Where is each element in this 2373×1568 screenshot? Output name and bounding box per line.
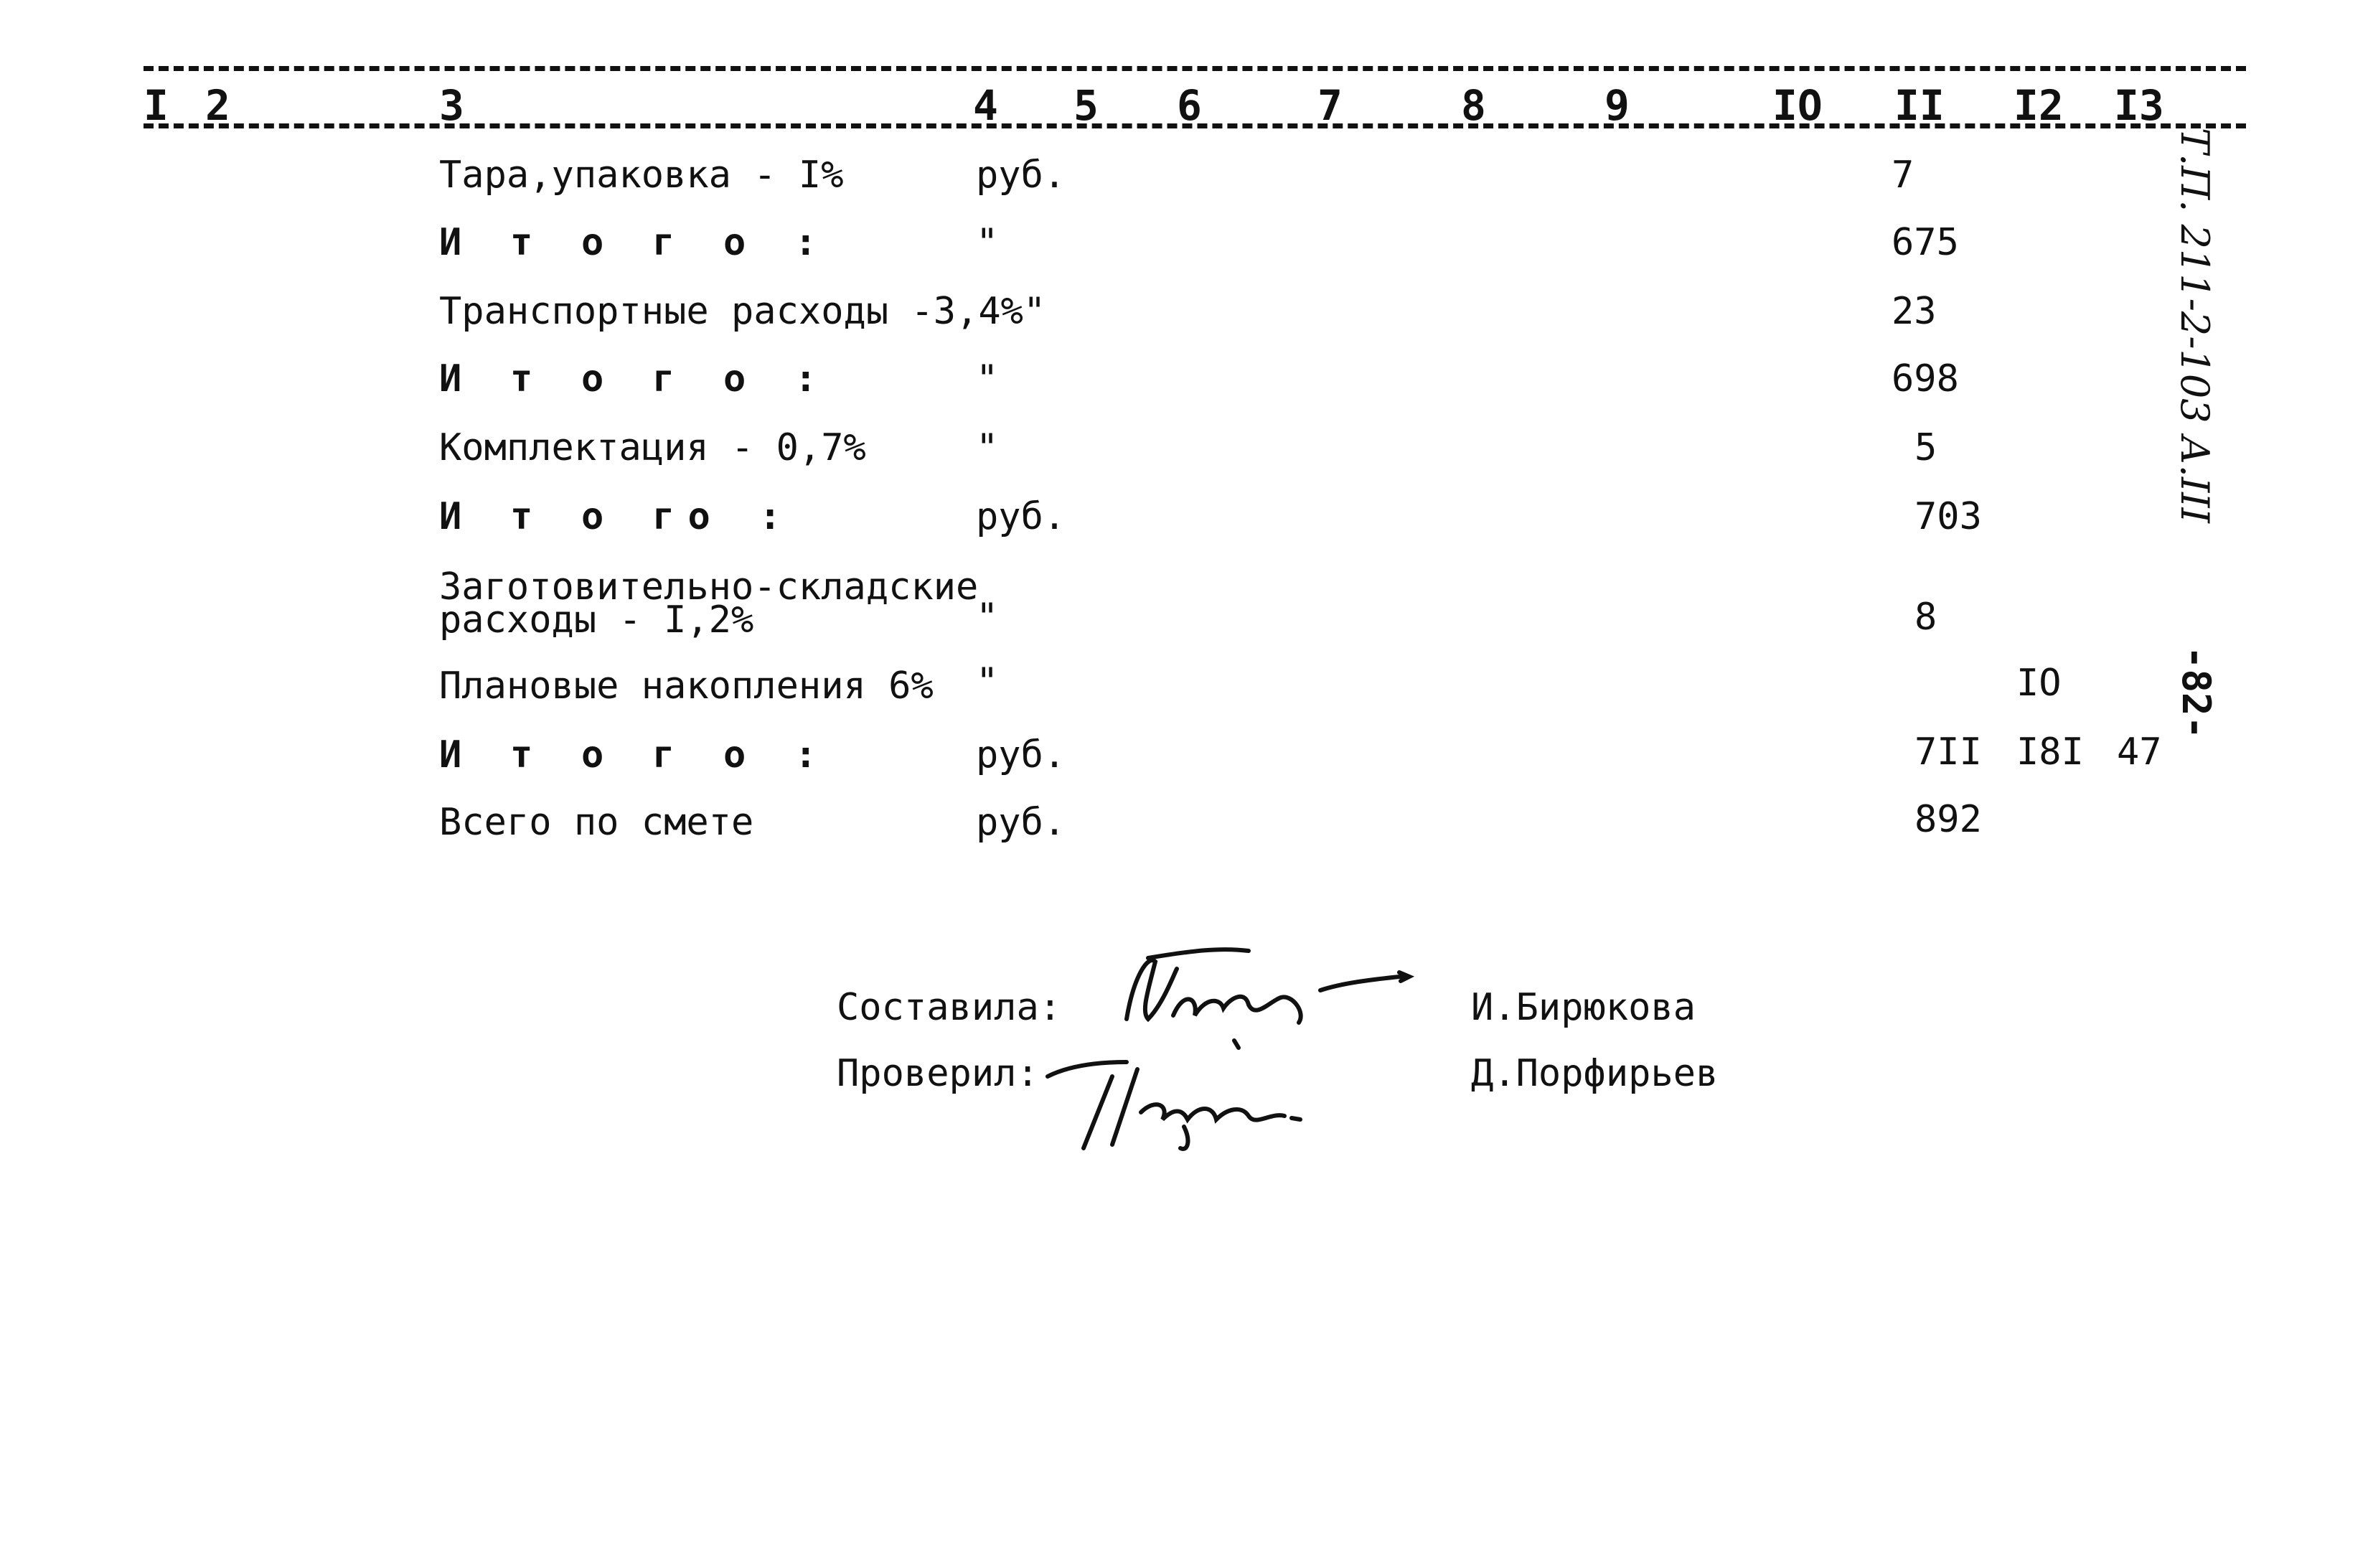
row-col12: I8I xyxy=(2016,731,2084,774)
row-col11: 5 xyxy=(1914,426,1937,469)
row-col13: 47 xyxy=(2117,731,2162,774)
col-3: 3 xyxy=(439,81,464,130)
row-unit: руб. xyxy=(976,154,1066,197)
row-unit: руб. xyxy=(976,801,1066,844)
row-unit: " xyxy=(976,426,999,469)
col-8: 8 xyxy=(1461,81,1486,130)
composed-name: И.Бирюкова xyxy=(1471,986,1696,1029)
composed-label: Составила: xyxy=(837,986,1062,1029)
row-unit: руб. xyxy=(976,495,1066,538)
col-4: 4 xyxy=(973,81,998,130)
row-col11: 8 xyxy=(1914,596,1937,639)
row-col11: 23 xyxy=(1892,290,1937,333)
document-code: Т.П. 211-2-103 А.III xyxy=(2172,128,2217,523)
row-label: Комплектация - 0,7% xyxy=(439,426,866,469)
row-unit: " xyxy=(976,221,999,264)
col-5: 5 xyxy=(1073,81,1099,130)
row-col11: 675 xyxy=(1892,221,1959,264)
row-col11: 7 xyxy=(1892,154,1914,197)
row-label: Транспортные расходы -3,4%" xyxy=(439,290,1046,333)
col-7: 7 xyxy=(1317,81,1343,130)
row-label: И т о г о : xyxy=(439,221,830,264)
row-unit: руб. xyxy=(976,733,1066,776)
signature-checker xyxy=(1040,1033,1313,1155)
checked-name: Д.Порфирьев xyxy=(1471,1052,1719,1095)
col-2: 2 xyxy=(205,81,230,130)
row-col12: IO xyxy=(2016,662,2062,705)
row-label: И т о г о : xyxy=(439,357,830,400)
col-13: I3 xyxy=(2114,81,2164,130)
row-label: Тара,упаковка - I% xyxy=(439,154,844,197)
col-10: IO xyxy=(1772,81,1823,130)
row-label-line2: расходы - I,2% xyxy=(439,598,754,642)
page-number: -82- xyxy=(2174,646,2219,740)
row-col11: 703 xyxy=(1914,495,1982,538)
row-col11: 698 xyxy=(1892,357,1959,400)
row-unit: " xyxy=(976,660,999,703)
col-11: II xyxy=(1894,81,1945,130)
row-label: Всего по смете xyxy=(439,801,754,844)
top-dashed-rule xyxy=(144,66,2246,71)
row-label: И т о г о : xyxy=(439,733,830,776)
col-12: I2 xyxy=(2013,81,2064,130)
row-label: Плановые накопления 6% xyxy=(439,665,934,708)
checked-label: Проверил: xyxy=(837,1052,1039,1095)
col-9: 9 xyxy=(1604,81,1630,130)
row-label-line1: Заготовительно-складские xyxy=(439,565,979,609)
row-unit: " xyxy=(976,596,999,639)
row-label: И т о го : xyxy=(439,495,795,538)
col-1: I xyxy=(144,81,169,130)
row-col11: 892 xyxy=(1914,798,1982,841)
col-6: 6 xyxy=(1177,81,1202,130)
row-col11: 7II xyxy=(1914,731,1982,774)
row-unit: " xyxy=(976,357,999,400)
